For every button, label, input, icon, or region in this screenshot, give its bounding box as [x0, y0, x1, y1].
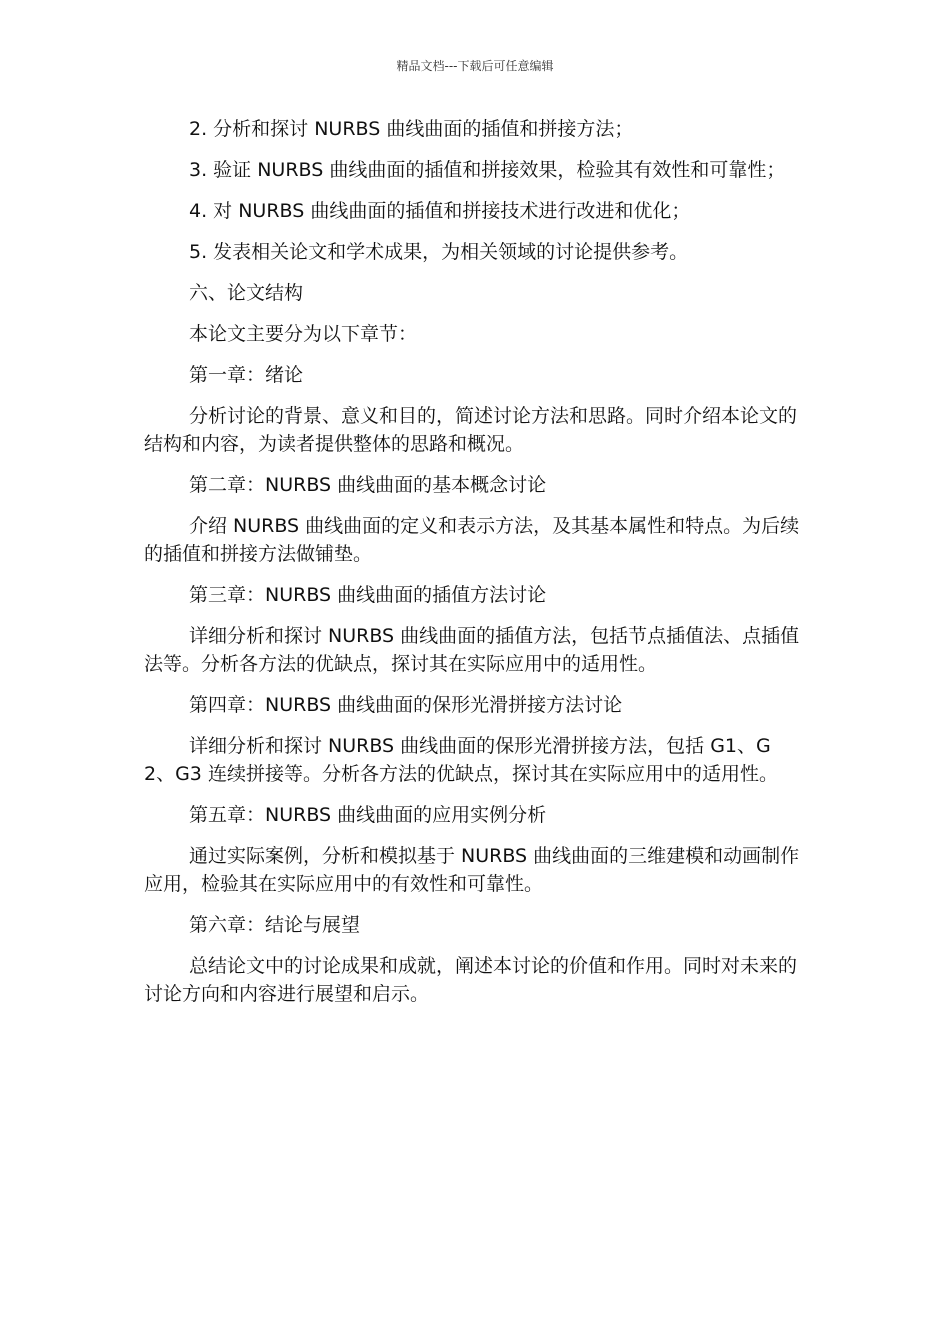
section-heading-structure: 六、论文结构	[189, 282, 304, 304]
chapter-5-title: 第五章：NURBS 曲线曲面的应用实例分析	[189, 804, 547, 826]
objective-item-5: 5. 发表相关论文和学术成果，为相关领域的讨论提供参考。	[189, 241, 689, 263]
chapter-6-description: 总结论文中的讨论成果和成就，阐述本讨论的价值和作用。同时对未来的讨论方向和内容进行展望和启示。	[144, 955, 798, 1005]
chapter-4-title: 第四章：NURBS 曲线曲面的保形光滑拼接方法讨论	[189, 694, 623, 716]
chapter-2-title: 第二章：NURBS 曲线曲面的基本概念讨论	[189, 474, 547, 496]
document-body	[144, 115, 800, 1021]
chapter-3-description: 详细分析和探讨 NURBS 曲线曲面的插值方法，包括节点插值法、点插值法等。分析各方法的优缺点，探讨其在实际应用中的适用性。	[144, 625, 800, 675]
page-header: 精品文档---下载后可任意编辑	[396, 59, 554, 73]
objective-item-2: 2. 分析和探讨 NURBS 曲线曲面的插值和拼接方法；	[189, 118, 634, 140]
chapter-1-title: 第一章：绪论	[189, 364, 304, 386]
chapter-1-description: 分析讨论的背景、意义和目的，简述讨论方法和思路。同时介绍本论文的结构和内容，为读者提供整体的思路和概况。	[144, 405, 798, 455]
chapter-6-title: 第六章：结论与展望	[189, 914, 361, 936]
objective-item-3: 3. 验证 NURBS 曲线曲面的插值和拼接效果，检验其有效性和可靠性；	[189, 159, 786, 181]
chapter-5-description: 通过实际案例，分析和模拟基于 NURBS 曲线曲面的三维建模和动画制作应用，检验其在实际应用中的有效性和可靠性。	[144, 845, 800, 895]
chapter-2-description: 介绍 NURBS 曲线曲面的定义和表示方法，及其基本属性和特点。为后续的插值和拼接方法做铺垫。	[144, 515, 800, 565]
chapter-3-title: 第三章：NURBS 曲线曲面的插值方法讨论	[189, 584, 547, 606]
objective-item-4: 4. 对 NURBS 曲线曲面的插值和拼接技术进行改进和优化；	[189, 200, 691, 222]
structure-intro: 本论文主要分为以下章节：	[189, 323, 418, 345]
chapter-4-description: 详细分析和探讨 NURBS 曲线曲面的保形光滑拼接方法，包括 G1、G2、G3 连续拼接等。分析各方法的优缺点，探讨其在实际应用中的适用性。	[144, 735, 778, 785]
